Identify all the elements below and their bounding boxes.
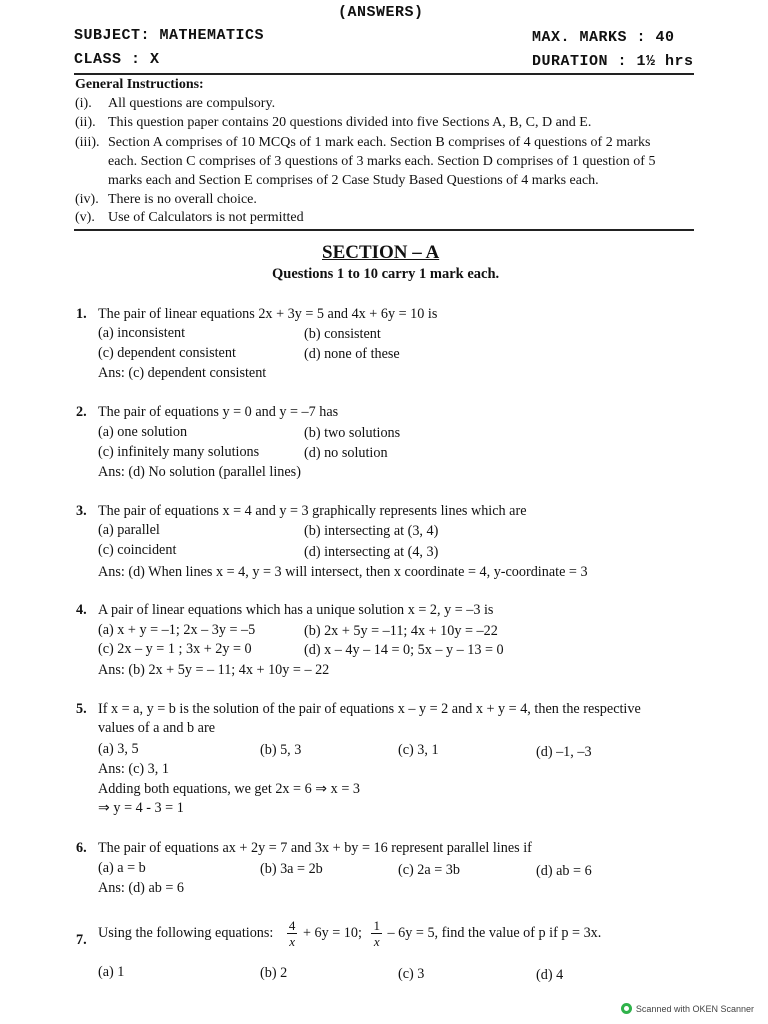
option-c: (c) infinitely many solutions xyxy=(98,444,260,460)
option-d: (d) x – 4y – 14 = 0; 5x – y – 13 = 0 xyxy=(304,642,504,658)
max-marks-label: MAX. MARKS : 40 xyxy=(532,29,675,46)
question-text: The pair of linear equations 2x + 3y = 5 and 4x + 6y = 10 is xyxy=(98,306,438,322)
instructions-divider xyxy=(74,229,694,231)
option-d: (d) 4 xyxy=(536,967,564,983)
duration-label: DURATION : 1½ hrs xyxy=(532,53,694,70)
option-b: (b) 2x + 5y = –11; 4x + 10y = –22 xyxy=(304,623,498,639)
fraction-denominator: x xyxy=(373,934,380,949)
option-a: (a) x + y = –1; 2x – 3y = –5 xyxy=(98,622,256,638)
option-c: (c) 2x – y = 1 ; 3x + 2y = 0 xyxy=(98,641,252,657)
scanner-text: Scanned with OKEN Scanner xyxy=(635,1003,754,1014)
question-text: A pair of linear equations which has a unique solution x = 2, y = –3 is xyxy=(98,602,494,618)
answer-text: Ans: (d) ab = 6 xyxy=(98,880,185,896)
instruction-num: (iv). xyxy=(75,192,99,207)
answer-text: Ans: (d) No solution (parallel lines) xyxy=(98,464,301,480)
instruction-num: (iii). xyxy=(75,135,100,150)
question-number: 3. xyxy=(76,503,87,519)
answers-label: (ANSWERS) xyxy=(338,4,424,21)
answer-text: Ans: (d) When lines x = 4, y = 3 will intersect, then x coordinate = 4, y-coordinate = 3 xyxy=(98,564,588,580)
question-text xyxy=(98,918,601,949)
instruction-text: This question paper contains 20 questions divided into five Sections A, B, C, D and E. xyxy=(108,115,592,130)
option-b: (b) 2 xyxy=(260,965,288,981)
scanner-logo-icon xyxy=(621,1003,632,1014)
question-number: 7. xyxy=(76,932,87,948)
fraction-4-over-x xyxy=(287,918,298,949)
question-number: 4. xyxy=(76,602,87,618)
working-text: ⇒ y = 4 - 3 = 1 xyxy=(98,800,184,816)
class-label: CLASS : X xyxy=(74,51,160,68)
instructions-title: General Instructions: xyxy=(75,77,204,92)
option-c: (c) coincident xyxy=(98,542,177,558)
answer-text: Ans: (c) 3, 1 xyxy=(98,761,169,777)
fraction-numerator: 1 xyxy=(373,918,380,933)
fraction-denominator: x xyxy=(289,934,296,949)
question-number: 6. xyxy=(76,840,87,856)
instruction-num: (v). xyxy=(75,210,95,225)
section-title: SECTION – A xyxy=(322,242,440,263)
question-text: The pair of equations x = 4 and y = 3 graphically represents lines which are xyxy=(98,503,527,519)
option-d: (d) ab = 6 xyxy=(536,863,592,879)
question-text: The pair of equations ax + 2y = 7 and 3x + by = 16 represent parallel lines if xyxy=(98,840,532,856)
option-d: (d) intersecting at (4, 3) xyxy=(304,544,439,560)
instruction-num: (ii). xyxy=(75,115,96,130)
option-c: (c) 3, 1 xyxy=(398,742,439,758)
question-number: 5. xyxy=(76,701,87,717)
section-subtitle: Questions 1 to 10 carry 1 mark each. xyxy=(272,266,500,282)
option-d: (d) –1, –3 xyxy=(536,744,592,760)
question-text: If x = a, y = b is the solution of the pair of equations x – y = 2 and x + y = 4, then the respective xyxy=(98,701,641,717)
instruction-text: Section A comprises of 10 MCQs of 1 mark each. Section B comprises of 4 questions of 2 marks xyxy=(108,135,651,150)
option-b: (b) consistent xyxy=(304,326,381,342)
instruction-text: There is no overall choice. xyxy=(108,192,257,207)
instruction-item xyxy=(75,95,92,114)
option-a: (a) one solution xyxy=(98,424,188,440)
option-c: (c) 2a = 3b xyxy=(398,862,460,878)
option-c: (c) 3 xyxy=(398,966,425,982)
question-text: values of a and b are xyxy=(98,720,215,736)
question-number: 1. xyxy=(76,306,87,322)
option-b: (b) 3a = 2b xyxy=(260,861,323,877)
option-b: (b) intersecting at (3, 4) xyxy=(304,523,439,539)
working-text: Adding both equations, we get 2x = 6 ⇒ x = 3 xyxy=(98,781,360,797)
question-text-pre: Using the following equations: xyxy=(98,924,274,941)
question-number: 2. xyxy=(76,404,87,420)
fraction-1-over-x xyxy=(371,918,382,949)
answer-text: Ans: (b) 2x + 5y = – 11; 4x + 10y = – 22 xyxy=(98,662,330,678)
option-a: (a) inconsistent xyxy=(98,325,186,341)
option-a: (a) parallel xyxy=(98,522,160,538)
answer-text: Ans: (c) dependent consistent xyxy=(98,365,267,381)
option-d: (d) no solution xyxy=(304,445,388,461)
instruction-text: marks each and Section E comprises of 2 Case Study Based Questions of 4 marks each. xyxy=(108,173,599,188)
option-b: (b) two solutions xyxy=(304,425,401,441)
fraction-numerator: 4 xyxy=(288,918,296,933)
header-divider xyxy=(74,73,694,75)
subject-label: SUBJECT: MATHEMATICS xyxy=(74,27,265,44)
instruction-text: each. Section C comprises of 3 questions of 3 marks each. Section D comprises of 1 question of 5 xyxy=(108,154,656,169)
instruction-text: All questions are compulsory. xyxy=(108,96,276,111)
option-d: (d) none of these xyxy=(304,346,400,362)
option-a: (a) 3, 5 xyxy=(98,741,139,757)
option-a: (a) 1 xyxy=(98,964,125,980)
question-text-post: – 6y = 5, find the value of p if p = 3x. xyxy=(387,924,602,941)
question-text: The pair of equations y = 0 and y = –7 has xyxy=(98,404,339,420)
question-text-mid: + 6y = 10; xyxy=(302,924,362,941)
option-c: (c) dependent consistent xyxy=(98,345,236,361)
option-a: (a) a = b xyxy=(98,860,146,876)
instruction-num: (i). xyxy=(75,96,92,111)
instruction-text: Use of Calculators is not permitted xyxy=(108,210,304,225)
scanner-watermark xyxy=(621,1003,754,1014)
option-b: (b) 5, 3 xyxy=(260,742,302,758)
